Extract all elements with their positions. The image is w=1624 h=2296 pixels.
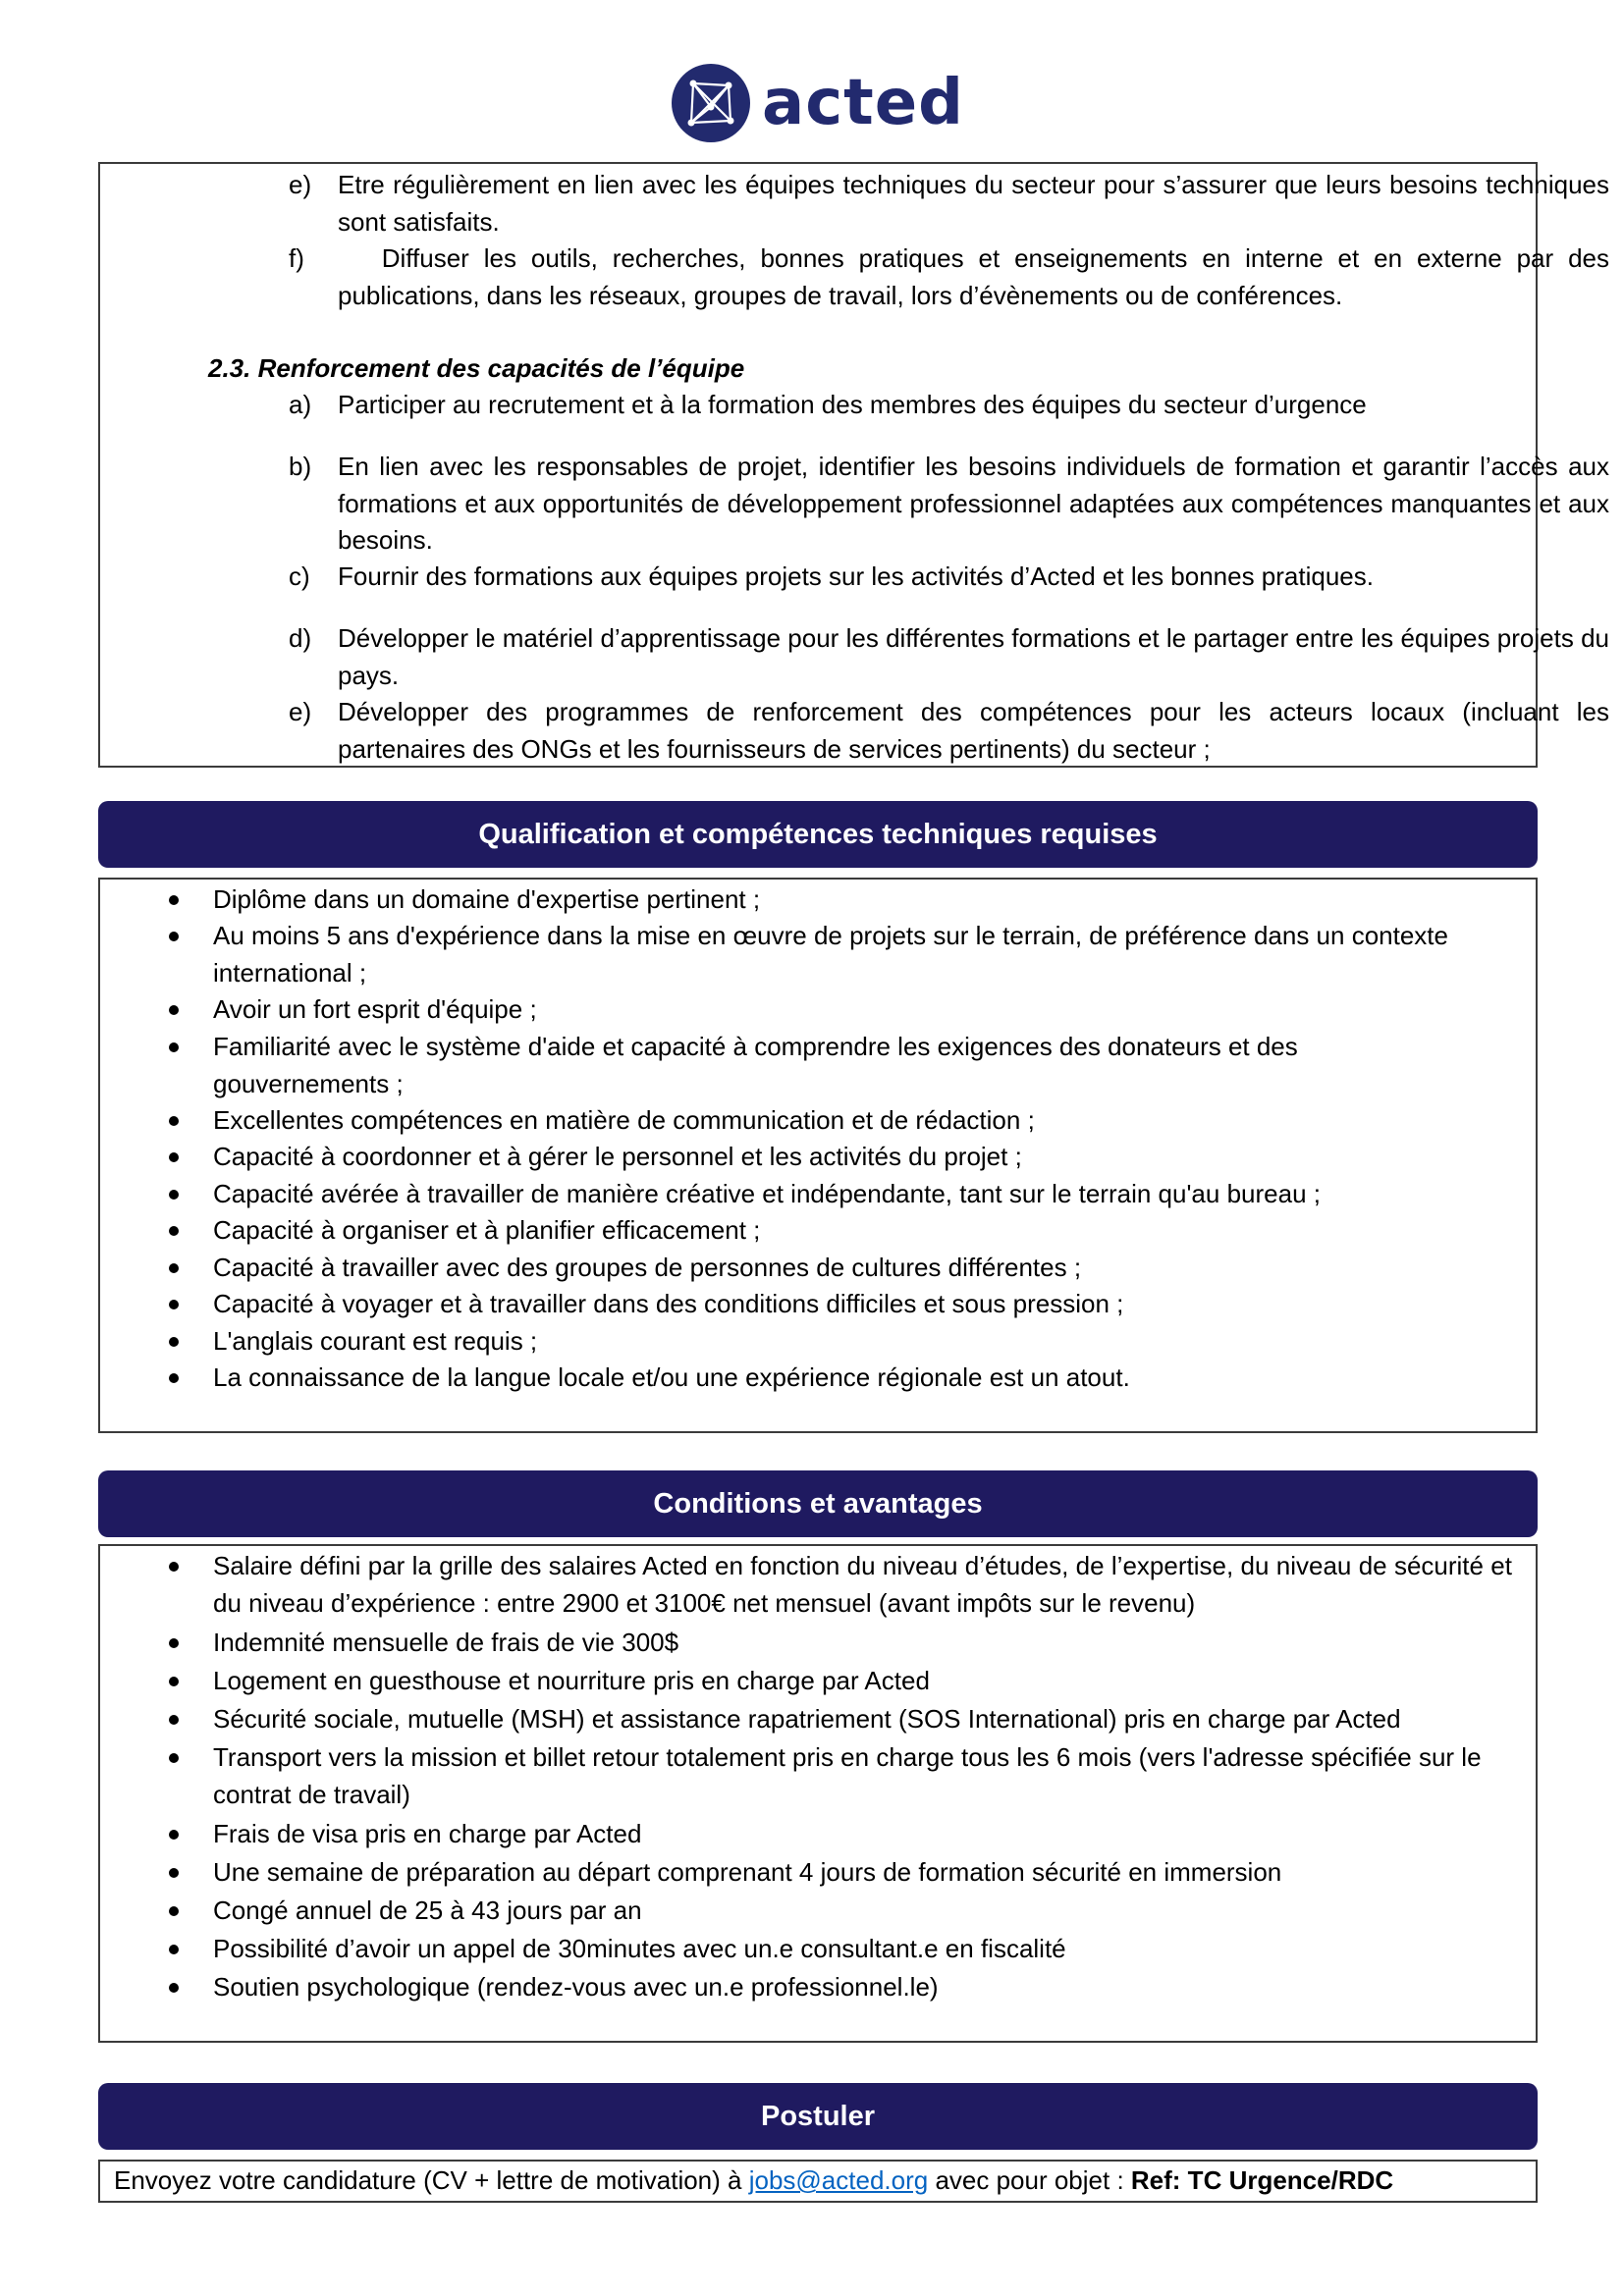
bullet-icon (169, 1116, 179, 1126)
apply-text-before: Envoyez votre candidature (CV + lettre de motivation) à (114, 2165, 749, 2195)
apply-box (98, 2160, 1538, 2203)
item-text: L'anglais courant est requis ; (213, 1326, 538, 1356)
item-text: Capacité à coordonner et à gérer le personnel et les activités du projet ; (213, 1142, 1022, 1171)
bullet-icon (169, 1638, 179, 1648)
bullet-icon (169, 1226, 179, 1236)
bullet-icon (169, 932, 179, 941)
bullet-icon (169, 1152, 179, 1162)
item-text: Avoir un fort esprit d'équipe ; (213, 994, 537, 1024)
item-text: Sécurité sociale, mutuelle (MSH) et assistance rapatriement (SOS International) pris en charge par Acted (213, 1704, 1401, 1734)
bullet-icon (169, 1300, 179, 1309)
apply-header: Postuler (98, 2083, 1538, 2150)
apply-reference: Ref: TC Urgence/RDC (1130, 2165, 1394, 2195)
item-text: Développer le matériel d’apprentissage pour les différentes formations et le partager entre les équipes projets du pays. (338, 623, 1609, 690)
item-text: Excellentes compétences en matière de communication et de rédaction ; (213, 1105, 1035, 1135)
bullet-icon (169, 1005, 179, 1015)
item-text: Possibilité d’avoir un appel de 30minutes avec un.e consultant.e en fiscalité (213, 1934, 1066, 1963)
bullet-icon (169, 1677, 179, 1686)
bullet-icon (169, 1263, 179, 1273)
item-text: Transport vers la mission et billet retour totalement pris en charge tous les 6 mois (vers l'adresse spécifiée sur le contrat de travail) (213, 1742, 1482, 1809)
bullet-icon (169, 1983, 179, 1993)
bullet-icon (169, 1830, 179, 1840)
bullet-icon (169, 895, 179, 905)
bullet-icon (169, 1373, 179, 1383)
item-text: Une semaine de préparation au départ comprenant 4 jours de formation sécurité en immersion (213, 1857, 1282, 1887)
acted-logo-wordmark: acted (762, 67, 964, 139)
item-text: Participer au recrutement et à la formation des membres des équipes du secteur d’urgence (338, 390, 1367, 419)
bullet-icon (169, 1715, 179, 1725)
conditions-box (98, 1544, 1538, 2043)
item-letter: a) (289, 390, 312, 419)
bullet-icon (169, 1042, 179, 1052)
item-text: Capacité avérée à travailler de manière créative et indépendante, tant sur le terrain qu'au bureau ; (213, 1179, 1321, 1208)
item-text: Capacité à voyager et à travailler dans des conditions difficiles et sous pression ; (213, 1289, 1124, 1318)
item-text: Capacité à travailler avec des groupes de personnes de cultures différentes ; (213, 1253, 1082, 1282)
item-text: Fournir des formations aux équipes projets sur les activités d’Acted et les bonnes pratiques. (338, 561, 1374, 591)
bullet-icon (169, 1868, 179, 1878)
acted-logo (672, 63, 964, 143)
item-text: Indemnité mensuelle de frais de vie 300$ (213, 1628, 679, 1657)
apply-text-after: avec pour objet : (928, 2165, 1131, 2195)
item-text: Capacité à organiser et à planifier efficacement ; (213, 1215, 761, 1245)
responsibilities-box (98, 162, 1617, 768)
bullet-icon (169, 1906, 179, 1916)
item-letter: e) (289, 697, 312, 726)
bullet-icon (169, 1190, 179, 1200)
item-text: Logement en guesthouse et nourriture pris en charge par Acted (213, 1666, 930, 1695)
conditions-header: Conditions et avantages (98, 1470, 1538, 1537)
bullet-icon (169, 1945, 179, 1954)
item-text: Développer des programmes de renforcement des compétences pour les acteurs locaux (incluant les partenaires des ONGs et les fournisseurs de services pertinents) du secteur ; (338, 697, 1609, 764)
acted-logo-icon (672, 64, 750, 142)
item-text: Familiarité avec le système d'aide et capacité à comprendre les exigences des donateurs et des gouvernements ; (213, 1032, 1298, 1098)
item-text: En lien avec les responsables de projet, identifier les besoins individuels de formation et garantir l’accès aux formations et aux opportunités de développement professionnel adaptées aux compétences manquantes et aux besoins. (338, 452, 1609, 555)
item-text: Congé annuel de 25 à 43 jours par an (213, 1896, 642, 1925)
bullet-icon (169, 1562, 179, 1572)
item-letter: e) (289, 170, 312, 199)
qualifications-box (98, 878, 1538, 1433)
item-text: La connaissance de la langue locale et/ou une expérience régionale est un atout. (213, 1362, 1130, 1392)
bullet-icon (169, 1753, 179, 1763)
item-text: Salaire défini par la grille des salaires Acted en fonction du niveau d’études, de l’expertise, du niveau de sécurité et du niveau d’expérience : entre 2900 et 3100€ net mensuel (avant impôts sur le revenu) (213, 1551, 1512, 1618)
item-text: Etre régulièrement en lien avec les équipes techniques du secteur pour s’assurer que leurs besoins techniques sont satisfaits. (338, 170, 1609, 237)
item-text: Soutien psychologique (rendez-vous avec un.e professionnel.le) (213, 1972, 939, 2002)
item-letter: f) (289, 243, 304, 273)
item-letter: c) (289, 561, 310, 591)
item-text: Diffuser les outils, recherches, bonnes pratiques et enseignements en interne et en externe par des publications, dans les réseaux, groupes de travail, lors d’évènements ou de conférences. (338, 243, 1617, 310)
apply-text (114, 2163, 1393, 2200)
item-text: Au moins 5 ans d'expérience dans la mise en œuvre de projets sur le terrain, de préférence dans un contexte international ; (213, 921, 1448, 988)
item-text: Diplôme dans un domaine d'expertise pertinent ; (213, 884, 761, 914)
item-letter: b) (289, 452, 312, 481)
section-subheading: 2.3. Renforcement des capacités de l’équipe (208, 353, 745, 383)
item-text: Frais de visa pris en charge par Acted (213, 1819, 642, 1848)
item-letter: d) (289, 623, 312, 653)
bullet-icon (169, 1337, 179, 1347)
email-link[interactable]: jobs@acted.org (748, 2165, 929, 2195)
qualifications-header: Qualification et compétences techniques requises (98, 801, 1538, 868)
